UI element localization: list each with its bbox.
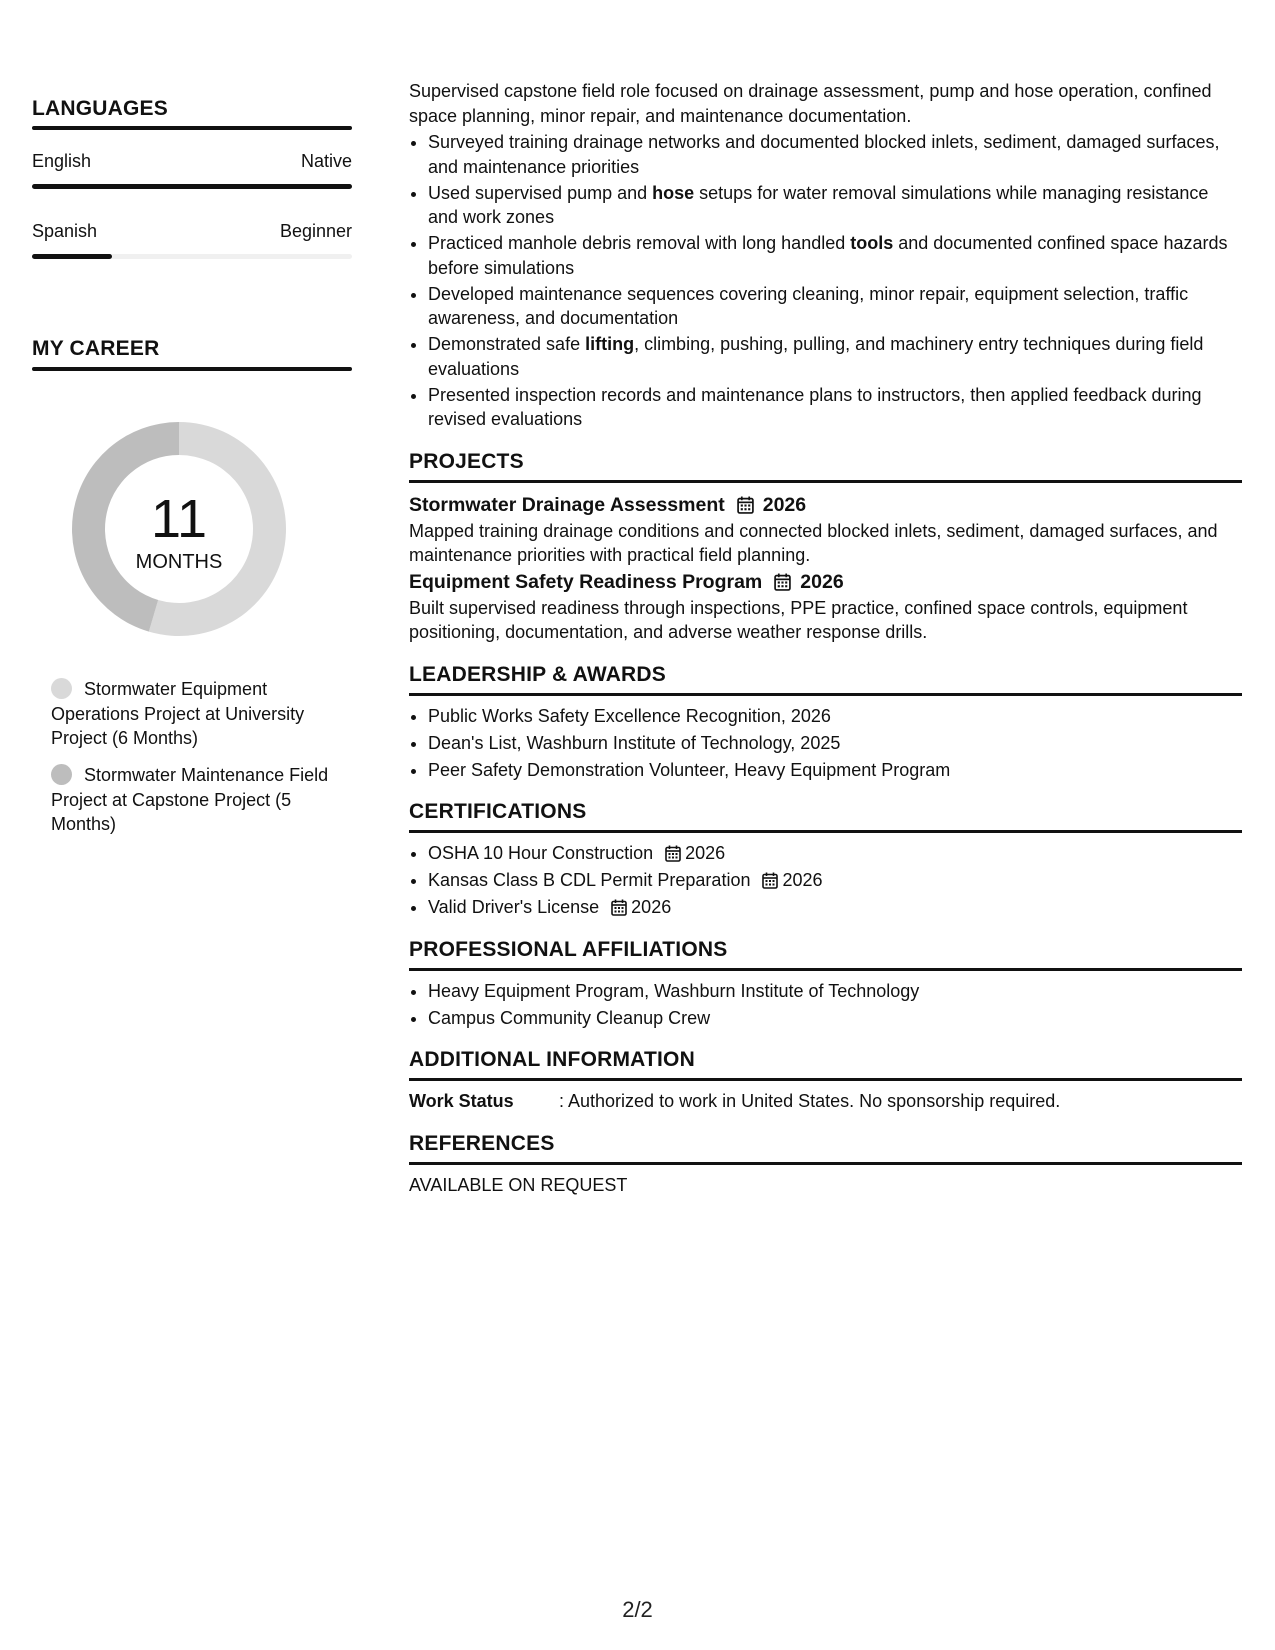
- certifications-heading: CERTIFICATIONS: [409, 800, 587, 823]
- experience-bullet: [428, 181, 1242, 230]
- career-legend-item: [51, 677, 341, 751]
- leadership-list: [409, 704, 1242, 783]
- leadership-item: • Dean's List, Washburn Institute of Technology, 2025: [428, 731, 1242, 756]
- career-legend-label: Stormwater Maintenance Field Project at Capstone Project (5 Months): [51, 765, 329, 834]
- references-heading: REFERENCES: [409, 1131, 555, 1155]
- language-bar-english: [32, 184, 352, 189]
- calendar-icon: [737, 496, 754, 514]
- certification-name: Valid Driver's License: [428, 897, 600, 917]
- additional-info-section: [409, 1046, 1242, 1114]
- experience-bullet: [428, 231, 1242, 280]
- bullet-text: , climbing, pushing, pulling, and machinery entry techniques during field evaluations: [428, 334, 1204, 379]
- calendar-icon: [774, 573, 791, 591]
- projects-heading: PROJECTS: [409, 449, 524, 473]
- bullet-text: Practiced manhole debris removal with long handled: [428, 233, 851, 253]
- language-row-english: [32, 151, 352, 172]
- affiliation-item: • Heavy Equipment Program, Washburn Institute of Technology: [428, 979, 1242, 1004]
- affiliation-item: • Campus Community Cleanup Crew: [428, 1006, 1242, 1031]
- career-total-unit: MONTHS: [135, 551, 223, 573]
- affiliations-section: [409, 936, 1242, 1031]
- certification-item: [428, 841, 1242, 866]
- legend-dot: [51, 764, 72, 785]
- calendar-icon: [762, 872, 778, 889]
- references-text: AVAILABLE ON REQUEST: [409, 1174, 628, 1195]
- legend-dot: [51, 678, 72, 699]
- project-title-row: [409, 491, 1242, 519]
- language-name: English: [32, 151, 92, 171]
- affiliations-heading: PROFESSIONAL AFFILIATIONS: [409, 937, 728, 961]
- career-divider: [32, 367, 352, 371]
- bullet-keyword: tools: [850, 233, 894, 253]
- leadership-heading: LEADERSHIP & AWARDS: [409, 662, 666, 686]
- projects-divider: [409, 480, 1242, 483]
- page-number: 2/2: [622, 1597, 653, 1622]
- language-bar-fill: [32, 254, 112, 259]
- bullet-text: Demonstrated safe: [428, 334, 586, 354]
- experience-bullets: [409, 130, 1242, 432]
- bullet-text: Used supervised pump and: [428, 182, 653, 203]
- leadership-item: • Public Works Safety Excellence Recognition, 2026: [428, 704, 1242, 729]
- career-donut-chart: [66, 416, 292, 642]
- leadership-divider: [409, 693, 1242, 696]
- language-level: Native: [300, 151, 352, 171]
- calendar-icon: [611, 899, 627, 916]
- certification-year: 2026: [631, 897, 672, 917]
- experience-bullet: [428, 383, 1242, 432]
- experience-continuation: [409, 79, 1242, 432]
- experience-summary: Supervised capstone field role focused on drainage assessment, pump and hose operation, confined space planning, minor repair, and maintenance documentation.: [409, 81, 1212, 126]
- career-legend-item: [51, 763, 341, 837]
- experience-bullet: [428, 282, 1242, 331]
- project-year: 2026: [800, 570, 844, 593]
- project-year: 2026: [762, 493, 807, 516]
- certification-item: [428, 895, 1242, 920]
- additional-info-divider: [409, 1078, 1242, 1081]
- experience-bullet: [428, 332, 1242, 381]
- language-level: Beginner: [279, 221, 352, 241]
- career-legend-label: Stormwater Equipment Operations Project at University Project (6 Months): [51, 679, 305, 748]
- references-divider: [409, 1162, 1242, 1165]
- certification-name: OSHA 10 Hour Construction: [428, 843, 654, 863]
- experience-bullet: [428, 130, 1242, 179]
- language-bar-spanish: [32, 254, 352, 259]
- language-row-spanish: [32, 221, 352, 242]
- project-title: Stormwater Drainage Assessment: [409, 493, 725, 516]
- certifications-divider: [409, 830, 1242, 833]
- bullet-text: Surveyed training drainage networks and documented blocked inlets, sediment, damaged surfaces, and maintenance priorities: [428, 132, 1220, 177]
- project-description: Mapped training drainage conditions and connected blocked inlets, sediment, damaged surfaces, and maintenance priorities with practical field planning.: [409, 520, 1218, 565]
- work-status-label: Work Status: [409, 1091, 514, 1111]
- bullet-text: Presented inspection records and maintenance plans to instructors, then applied feedback during revised evaluations: [428, 384, 1202, 429]
- main-content: [409, 79, 1242, 1197]
- certification-name: Kansas Class B CDL Permit Preparation: [428, 870, 751, 890]
- projects-section: [409, 448, 1242, 645]
- affiliations-divider: [409, 968, 1242, 971]
- languages-heading: LANGUAGES: [32, 97, 168, 120]
- additional-info-heading: ADDITIONAL INFORMATION: [409, 1048, 695, 1071]
- career-heading: MY CAREER: [32, 337, 160, 360]
- certification-year: 2026: [685, 843, 726, 863]
- project-title-row: [409, 568, 1242, 596]
- bullet-text: and documented confined space hazards before simulations: [428, 233, 1228, 278]
- affiliations-list: [409, 979, 1242, 1031]
- bullet-keyword: lifting: [585, 334, 635, 354]
- languages-divider: [32, 126, 352, 130]
- certifications-list: [409, 841, 1242, 920]
- leadership-section: [409, 661, 1242, 783]
- certification-item: [428, 868, 1242, 893]
- work-status-row: [409, 1089, 1242, 1114]
- project-title: Equipment Safety Readiness Program: [409, 570, 763, 593]
- certification-year: 2026: [782, 870, 823, 890]
- references-section: [409, 1130, 1242, 1198]
- calendar-icon: [665, 845, 681, 862]
- work-status-value: : Authorized to work in United States. No sponsorship required.: [559, 1091, 1061, 1111]
- project-description: Built supervised readiness through inspections, PPE practice, confined space controls, equipment positioning, documentation, and adverse weather response drills.: [409, 597, 1188, 642]
- career-total-value: 11: [150, 489, 208, 549]
- bullet-text: setups for water removal simulations while managing resistance and work zones: [428, 182, 1209, 227]
- certifications-section: [409, 798, 1242, 920]
- language-name: Spanish: [32, 221, 98, 241]
- language-bar-fill: [32, 184, 352, 189]
- bullet-keyword: hose: [652, 182, 695, 203]
- bullet-text: Developed maintenance sequences covering cleaning, minor repair, equipment selection, traffic awareness, and documentation: [428, 283, 1189, 328]
- leadership-item: • Peer Safety Demonstration Volunteer, Heavy Equipment Program: [428, 758, 1242, 783]
